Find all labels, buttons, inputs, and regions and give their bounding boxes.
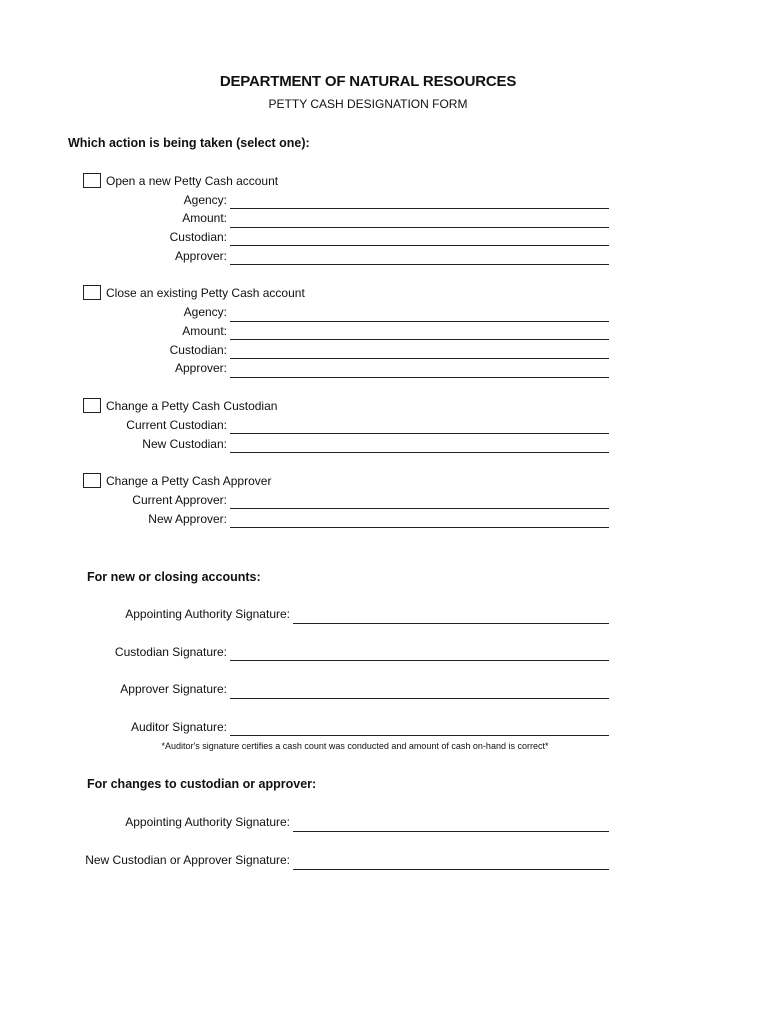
action-question: Which action is being taken (select one): bbox=[68, 136, 310, 150]
close-custodian-field[interactable] bbox=[230, 358, 609, 359]
ch-new-signer-signature-field[interactable] bbox=[293, 869, 609, 870]
close-amount-field[interactable] bbox=[230, 339, 609, 340]
open-amount-label: Amount: bbox=[182, 211, 227, 225]
nc-custodian-label: Custodian Signature: bbox=[114, 645, 227, 659]
close-custodian-label: Custodian: bbox=[169, 343, 227, 357]
nc-auditor-label: Auditor Signature: bbox=[130, 720, 227, 734]
change-approver-checkbox[interactable] bbox=[83, 473, 101, 488]
current-approver-field[interactable] bbox=[230, 508, 609, 509]
new-custodian-label: New Custodian: bbox=[142, 437, 227, 451]
close-agency-field[interactable] bbox=[230, 321, 609, 322]
nc-appointing-label: Appointing Authority Signature: bbox=[125, 607, 290, 621]
form-title: PETTY CASH DESIGNATION FORM bbox=[268, 97, 468, 111]
department-title: DEPARTMENT OF NATURAL RESOURCES bbox=[219, 73, 517, 90]
close-amount-label: Amount: bbox=[182, 324, 227, 338]
changes-heading: For changes to custodian or approver: bbox=[87, 777, 317, 791]
open-amount-field[interactable] bbox=[230, 227, 609, 228]
change-custodian-label: Change a Petty Cash Custodian bbox=[106, 399, 278, 413]
new-approver-label: New Approver: bbox=[148, 512, 227, 526]
close-approver-field[interactable] bbox=[230, 377, 609, 378]
current-custodian-field[interactable] bbox=[230, 433, 609, 434]
nc-approver-label: Approver Signature: bbox=[120, 682, 227, 696]
open-approver-label: Approver: bbox=[174, 249, 227, 263]
current-approver-label: Current Approver: bbox=[132, 493, 227, 507]
open-agency-label: Agency: bbox=[183, 193, 227, 207]
close-approver-label: Approver: bbox=[174, 361, 227, 375]
ch-appointing-signature-field[interactable] bbox=[293, 831, 609, 832]
open-account-label: Open a new Petty Cash account bbox=[106, 174, 279, 188]
nc-approver-signature-field[interactable] bbox=[230, 698, 609, 699]
open-account-checkbox[interactable] bbox=[83, 173, 101, 188]
change-custodian-checkbox[interactable] bbox=[83, 398, 101, 413]
open-approver-field[interactable] bbox=[230, 264, 609, 265]
new-custodian-field[interactable] bbox=[230, 452, 609, 453]
new-approver-field[interactable] bbox=[230, 527, 609, 528]
current-custodian-label: Current Custodian: bbox=[126, 418, 227, 432]
new-closing-heading: For new or closing accounts: bbox=[87, 570, 261, 584]
close-account-checkbox[interactable] bbox=[83, 285, 101, 300]
ch-new-signer-label: New Custodian or Approver Signature: bbox=[85, 853, 290, 867]
nc-appointing-signature-field[interactable] bbox=[293, 623, 609, 624]
nc-auditor-signature-field[interactable] bbox=[230, 735, 609, 736]
nc-custodian-signature-field[interactable] bbox=[230, 660, 609, 661]
close-account-label: Close an existing Petty Cash account bbox=[106, 286, 305, 300]
close-agency-label: Agency: bbox=[183, 305, 227, 319]
open-custodian-label: Custodian: bbox=[169, 230, 227, 244]
open-agency-field[interactable] bbox=[230, 208, 609, 209]
ch-appointing-label: Appointing Authority Signature: bbox=[125, 815, 290, 829]
change-approver-label: Change a Petty Cash Approver bbox=[106, 474, 272, 488]
open-custodian-field[interactable] bbox=[230, 245, 609, 246]
auditor-note: *Auditor's signature certifies a cash count was conducted and amount of cash on-hand is correct* bbox=[161, 741, 549, 751]
